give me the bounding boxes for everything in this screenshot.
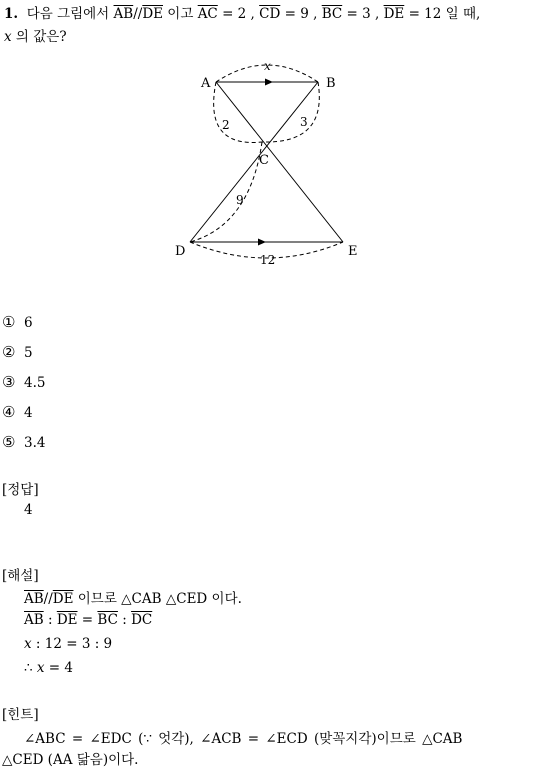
explanation-line-3 — [24, 636, 112, 652]
parallel-symbol: // — [43, 591, 53, 607]
choice-value: 3.4 — [24, 435, 46, 451]
length-label-3: 3 — [300, 115, 308, 129]
segment-ab: $\overline{AB}$ — [113, 6, 134, 22]
segment-ae-line — [216, 82, 343, 242]
hint-line-2: △CED (AA 닮음)이다. — [2, 752, 139, 768]
arc-2 — [214, 82, 262, 143]
explanation-text: 이므로 △CAB △CED 이다. — [77, 591, 242, 607]
value-de: = 12 — [408, 6, 442, 22]
length-label-9: 9 — [236, 193, 244, 207]
similar-triangles-figure — [0, 0, 534, 280]
ratio-colon: : — [117, 612, 132, 628]
choice-marker: ③ — [2, 373, 16, 391]
question-ask: 의 값은? — [15, 29, 67, 45]
vertex-label-b: B — [326, 76, 336, 91]
answer-heading: [정답] — [2, 482, 39, 498]
choice-value: 4.5 — [24, 375, 46, 391]
choice-marker: ② — [2, 343, 16, 361]
choice-marker: ⑤ — [2, 433, 16, 451]
choice-2[interactable] — [2, 343, 33, 361]
choice-marker: ① — [2, 313, 16, 331]
arc-9 — [190, 142, 262, 242]
hint-heading: [힌트] — [2, 707, 39, 723]
explanation-line-1 — [24, 587, 242, 607]
explanation-line-4 — [24, 660, 73, 676]
vertex-label-e: E — [348, 244, 358, 259]
segment-ab: $\overline{AB}$ — [24, 612, 44, 628]
result: = 4 — [44, 660, 73, 676]
segment-bd-line — [190, 82, 318, 242]
segment-ac: $\overline{AC}$ — [197, 6, 218, 22]
segment-cd: $\overline{CD}$ — [259, 6, 281, 22]
length-label-2: 2 — [222, 118, 230, 132]
answer-value: 4 — [24, 502, 33, 518]
length-label-12: 12 — [260, 253, 276, 267]
length-label-x: x — [264, 59, 271, 73]
therefore-symbol: ∴ — [24, 660, 37, 676]
question-when: 일 때, — [445, 6, 481, 22]
proportion: : 12 = 3 : 9 — [31, 636, 113, 652]
segment-dc: $\overline{DC}$ — [131, 612, 153, 628]
question-number: 1. — [4, 6, 19, 22]
equals-sign: = — [77, 612, 98, 628]
choice-3[interactable] — [2, 373, 46, 391]
choice-4[interactable] — [2, 403, 33, 421]
choice-1[interactable] — [2, 313, 33, 331]
arrow-head-de — [258, 239, 266, 246]
choice-value: 6 — [24, 315, 33, 331]
choice-value: 5 — [24, 345, 33, 361]
question-intro: 다음 그림에서 — [26, 6, 110, 22]
ratio-colon: : — [43, 612, 57, 628]
hint-line-1: ∠ABC = ∠EDC (∵ 엇각), ∠ACB = ∠ECD (맞꼭지각)이므로 △CAB — [24, 731, 463, 747]
value-cd: = 9 , — [284, 6, 318, 22]
variable-x: x — [24, 636, 32, 652]
question-connector: 이고 — [167, 6, 194, 22]
explanation-heading: [해설] — [2, 568, 39, 584]
segment-de-2: $\overline{DE}$ — [383, 6, 405, 22]
choice-value: 4 — [24, 405, 33, 421]
value-ac: = 2 , — [222, 6, 255, 22]
vertex-label-a: A — [201, 76, 211, 91]
segment-de: $\overline{DE}$ — [142, 6, 163, 22]
variable-x: x — [4, 29, 12, 45]
explanation-line-2 — [24, 612, 152, 628]
vertex-label-d: D — [175, 244, 186, 259]
parallel-symbol: // — [133, 6, 143, 22]
segment-de: $\overline{DE}$ — [52, 591, 74, 607]
segment-de: $\overline{DE}$ — [56, 612, 78, 628]
variable-x: x — [36, 660, 45, 676]
segment-bc: $\overline{BC}$ — [97, 612, 118, 628]
segment-ab: $\overline{AB}$ — [24, 591, 44, 607]
choice-marker: ④ — [2, 403, 16, 421]
segment-bc: $\overline{BC}$ — [321, 6, 343, 22]
arrow-head-ab — [265, 79, 273, 86]
value-bc: = 3 , — [346, 6, 380, 22]
choice-5[interactable] — [2, 433, 46, 451]
vertex-label-c: C — [259, 153, 269, 168]
